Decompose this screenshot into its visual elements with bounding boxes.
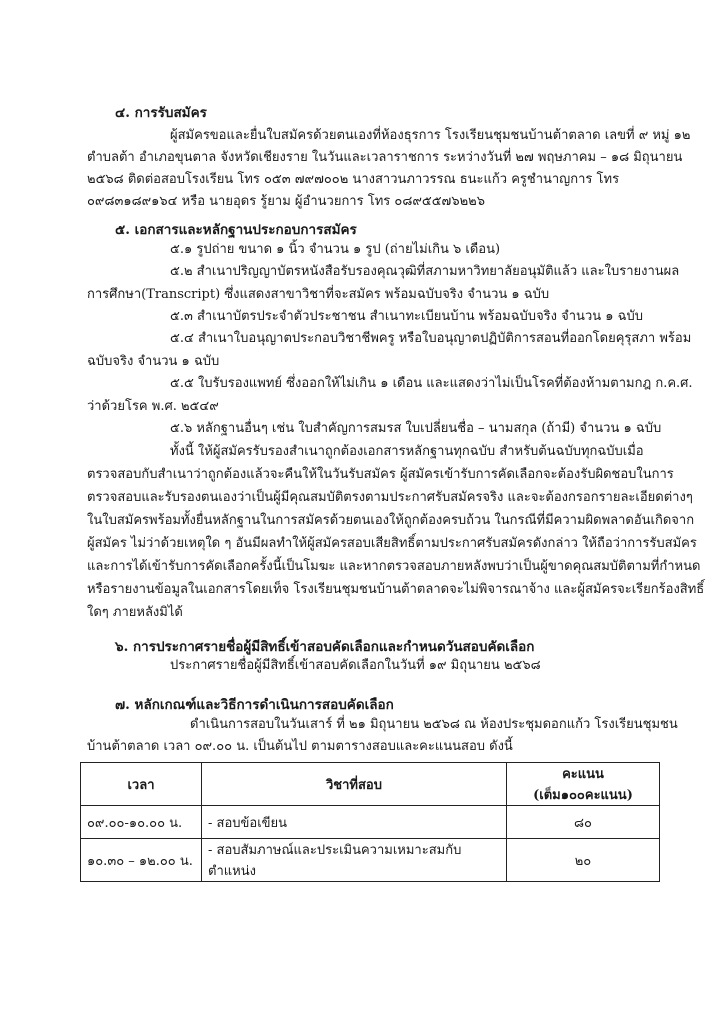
section-7-heading: ๗. หลักเกณฑ์และวิธีการดำเนินการสอบคัดเลือก	[115, 697, 394, 713]
section-5-note-line-1: ทั้งนี้ ให้ผู้สมัครรับรองสำเนาถูกต้องเอกสารหลักฐานทุกฉบับ สำหรับต้นฉบับทุกฉบับเมื่อ	[170, 444, 644, 459]
section-6-heading: ๖. การประกาศรายชื่อผู้มีสิทธิ์เข้าสอบคัดเลือกและกำหนดวันสอบคัดเลือก	[115, 639, 535, 655]
section-5-note-line-5: ผู้สมัคร ไม่ว่าด้วยเหตุใด ๆ อันมีผลทำให้ผู้สมัครสอบเสียสิทธิ์ตามประกาศรับสมัครดังกล่าว ให้ถือว่าการรับสมัคร	[87, 536, 697, 551]
header-subject: วิชาที่สอบ	[202, 763, 507, 806]
section-4-line-3: ๒๕๖๘ ติดต่อสอบโรงเรียน โทร ๐๕๓ ๗๙๗๐๐๒ นางสาวนภาวรรณ ธนะแก้ว ครูชำนาญการ โทร	[87, 172, 620, 187]
row-subject: - สอบข้อเขียน	[202, 806, 507, 839]
section-5-note-line-4: ในใบสมัครพร้อมทั้งยื่นหลักฐานในการสมัครด้วยตนเองให้ถูกต้องครบถ้วน ในกรณีที่มีความผิดพลาดอันเกิดจาก	[87, 513, 695, 528]
section-5-item-1: ๕.๑ รูปถ่าย ขนาด ๑ นิ้ว จำนวน ๑ รูป (ถ่ายไม่เกิน ๖ เดือน)	[170, 242, 501, 257]
section-5-note-line-3: ตรวจสอบและรับรองตนเองว่าเป็นผู้มีคุณสมบัติตรงตามประกาศรับสมัครจริง และจะต้องกรอกรายละเอียดต่างๆ	[87, 490, 693, 505]
section-4-line-2: ตำบลต้า อำเภอขุนตาล จังหวัดเชียงราย ในวันและเวลาราชการ ระหว่างวันที่ ๒๗ พฤษภาคม – ๑๘ มิถุนายน	[87, 150, 683, 165]
section-5-note-line-6: และการได้เข้ารับการคัดเลือกครั้งนี้เป็นโมฆะ และหากตรวจสอบภายหลังพบว่าเป็นผู้ขาดคุณสมบัติตามที่กำหนด	[87, 559, 701, 574]
section-7-line-2: บ้านต้าตลาด เวลา ๐๙.๐๐ น. เป็นต้นไป ตามตารางสอบและคะแนนสอบ ดังนี้	[87, 739, 513, 754]
section-5-item-2-cont: การศึกษา(Transcript) ซึ่งแสดงสาขาวิชาที่จะสมัคร พร้อมฉบับจริง จำนวน ๑ ฉบับ	[87, 287, 550, 302]
row-score: ๘๐	[507, 806, 660, 839]
section-5-item-3: ๕.๓ สำเนาบัตรประจำตัวประชาชน สำเนาทะเบียนบ้าน พร้อมฉบับจริง จำนวน ๑ ฉบับ	[170, 309, 644, 324]
header-time: เวลา	[81, 763, 202, 806]
section-5-item-2: ๕.๒ สำเนาปริญญาบัตรหนังสือรับรองคุณวุฒิที่สภามหาวิทยาลัยอนุมัติแล้ว และใบรายงานผล	[170, 264, 680, 279]
exam-schedule-table	[80, 762, 660, 882]
table-header-row	[81, 763, 660, 806]
section-6-line: ประกาศรายชื่อผู้มีสิทธิ์เข้าสอบคัดเลือกในวันที่ ๑๙ มิถุนายน ๒๕๖๘	[170, 658, 541, 673]
section-5-item-5: ๕.๕ ใบรับรองแพทย์ ซึ่งออกให้ไม่เกิน ๑ เดือน และแสดงว่าไม่เป็นโรคที่ต้องห้ามตามกฎ ก.ค.ศ.	[170, 376, 693, 391]
row-time: ๑๐.๓๐ – ๑๒.๐๐ น.	[81, 839, 202, 882]
section-5-item-4: ๕.๔ สำเนาใบอนุญาตประกอบวิชาชีพครู หรือใบอนุญาตปฏิบัติการสอนที่ออกโดยคุรุสภา พร้อม	[170, 331, 692, 346]
section-4-heading: ๔. การรับสมัคร	[115, 105, 207, 121]
section-5-note-line-2: ตรวจสอบกับสำเนาว่าถูกต้องแล้วจะคืนให้ในวันรับสมัคร ผู้สมัครเข้ารับการคัดเลือกจะต้องรับผิดชอบในการ	[87, 467, 674, 482]
section-4-line-4: ๐๙๘๓๑๘๙๑๖๔ หรือ นายอุดร รู้ยาม ผู้อำนวยการ โทร ๐๘๙๕๕๗๖๒๒๖	[87, 194, 485, 209]
section-5-item-4-cont: ฉบับจริง จำนวน ๑ ฉบับ	[87, 354, 220, 369]
row-time: ๐๙.๐๐-๑๐.๐๐ น.	[81, 806, 202, 839]
table-row	[81, 839, 660, 882]
section-5-item-5-cont: ว่าด้วยโรค พ.ศ. ๒๕๔๙	[87, 399, 219, 414]
section-4-line-1: ผู้สมัครขอและยื่นใบสมัครด้วยตนเองที่ห้องธุรการ โรงเรียนชุมชนบ้านต้าตลาด เลขที่ ๙ หมู่ ๑๒	[170, 128, 691, 143]
section-5-item-6: ๕.๖ หลักฐานอื่นๆ เช่น ใบสำคัญการสมรส ใบเปลี่ยนชื่อ – นามสกุล (ถ้ามี) จำนวน ๑ ฉบับ	[170, 421, 662, 436]
table-row	[81, 806, 660, 839]
header-score: คะแนน (เต็ม๑๐๐คะแนน)	[507, 763, 660, 806]
row-score: ๒๐	[507, 839, 660, 882]
section-5-note-line-8: ใดๆ ภายหลังมิได้	[87, 605, 183, 620]
section-5-note-line-7: หรือรายงานข้อมูลในเอกสารโดยเท็จ โรงเรียนชุมชนบ้านต้าตลาดจะไม่พิจารณาจ้าง และผู้สมัครจะเรียกร้องสิทธิ์	[87, 582, 705, 597]
section-7-line-1: ดำเนินการสอบในวันเสาร์ ที่ ๒๑ มิถุนายน ๒๕๖๘ ณ ห้องประชุมดอกแก้ว โรงเรียนชุมชน	[190, 717, 678, 732]
section-5-heading: ๕. เอกสารและหลักฐานประกอบการสมัคร	[115, 222, 357, 238]
row-subject: - สอบสัมภาษณ์และประเมินความเหมาะสมกับตำแหน่ง	[202, 839, 507, 882]
